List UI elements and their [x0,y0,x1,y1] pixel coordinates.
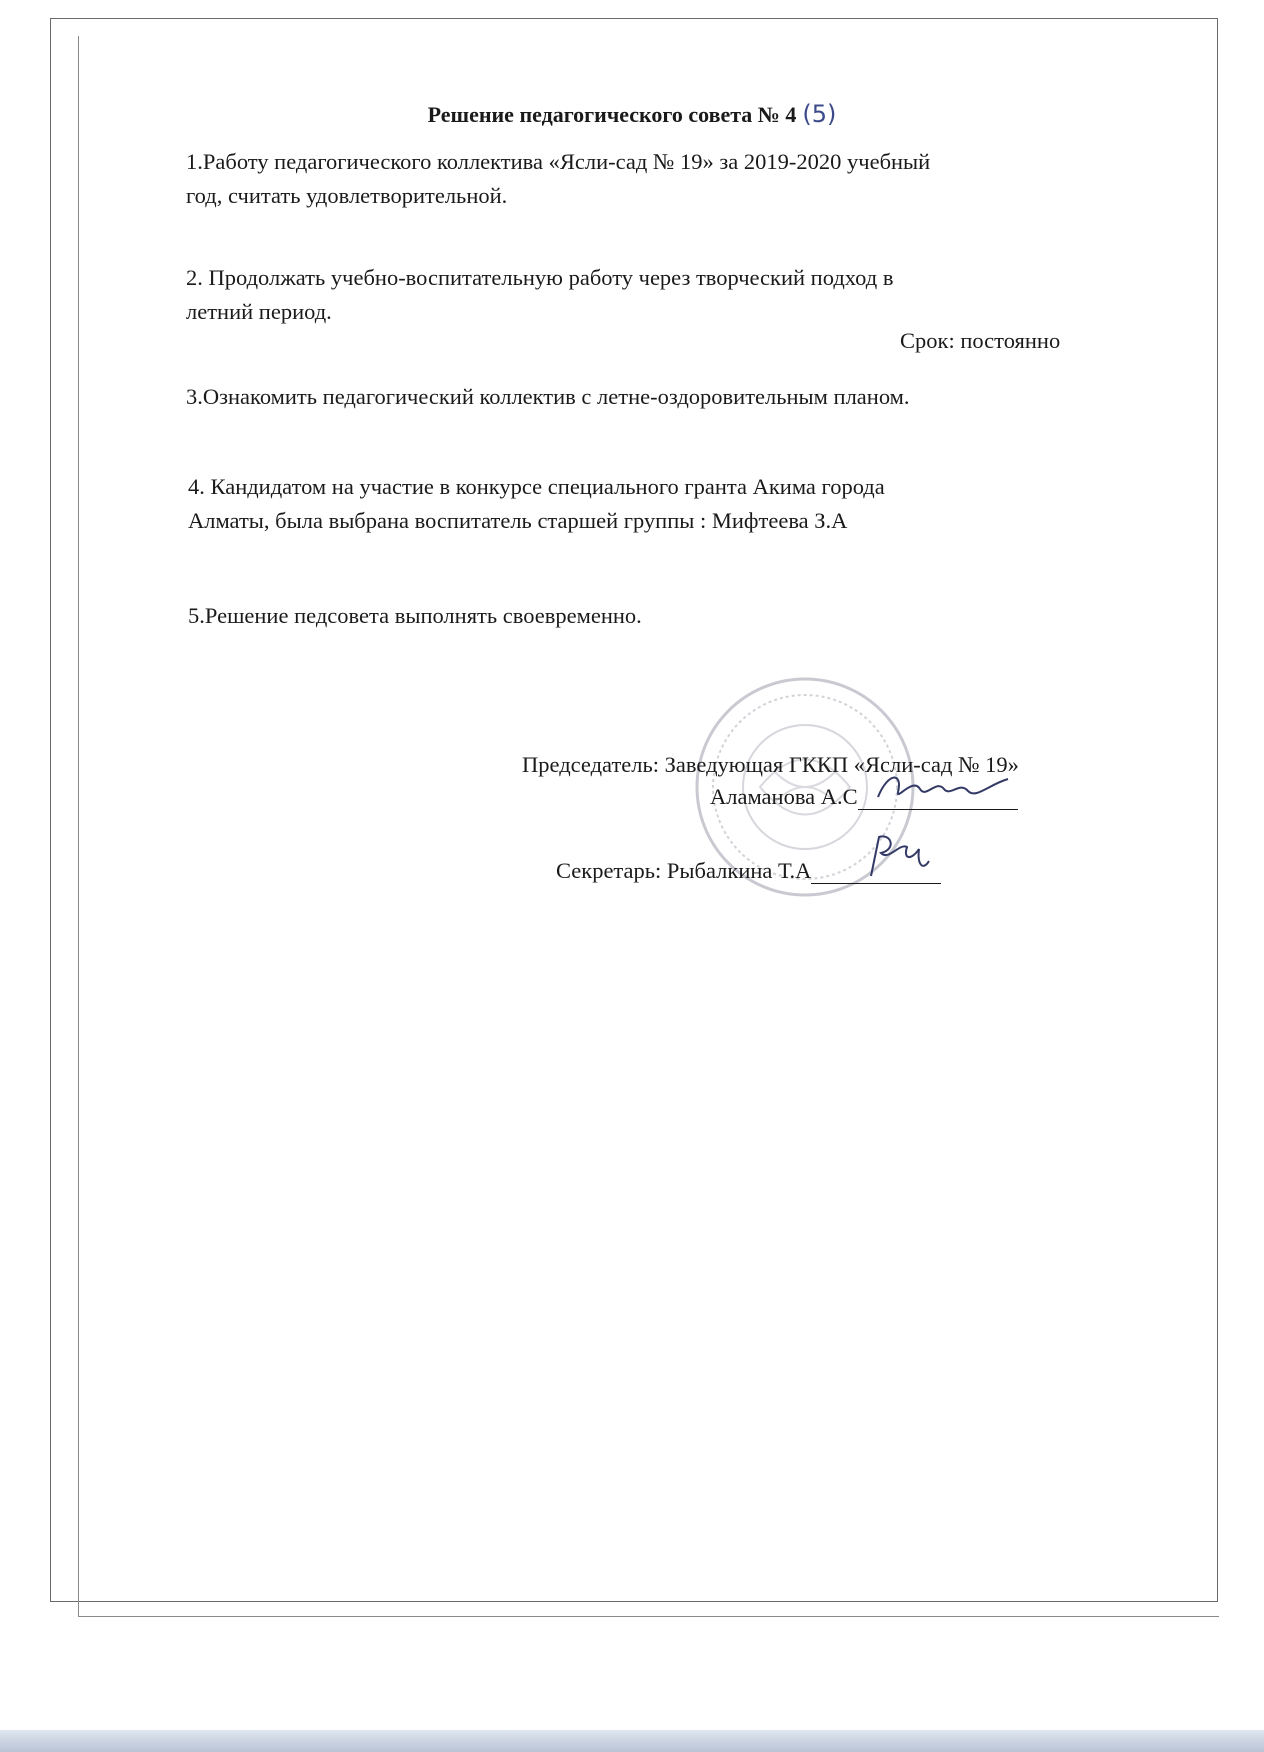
handwritten-note: (5) [802,100,837,128]
secretary-name: Секретарь: Рыбалкина Т.А [556,858,812,883]
chair-name: Аламанова А.С [710,784,858,809]
item-2: 2. Продолжать учебно-воспитательную работу через творческий подход в летний период. [186,265,894,324]
chair-signature-line [710,784,1018,810]
scan-bottom-band [0,1730,1264,1752]
signature-scribble-icon [811,831,941,881]
item-3: 3.Ознакомить педагогический коллектив с летне-оздоровительным планом. [186,384,910,409]
item-2-deadline: Срок: постоянно [900,328,1061,353]
signature-scribble-icon [858,767,1018,807]
document-title: Решение педагогического совета № 4 (5) [427,100,837,128]
item-5: 5.Решение педсовета выполнять своевременно. [188,603,642,628]
item-4: 4. Кандидатом на участие в конкурсе специального гранта Акима города Алматы, была выбрана воспитатель старшей группы : Мифтеева З.А [188,474,885,533]
secretary-signature [811,861,941,884]
item-1: 1.Работу педагогического коллектива «Ясли-сад № 19» за 2019-2020 учебный год, считать удовлетворительной. [186,149,931,208]
chair-title: Председатель: Заведующая ГККП «Ясли-сад № 19» [522,752,1019,777]
secretary-signature-line [556,858,941,884]
chair-signature [858,787,1018,810]
